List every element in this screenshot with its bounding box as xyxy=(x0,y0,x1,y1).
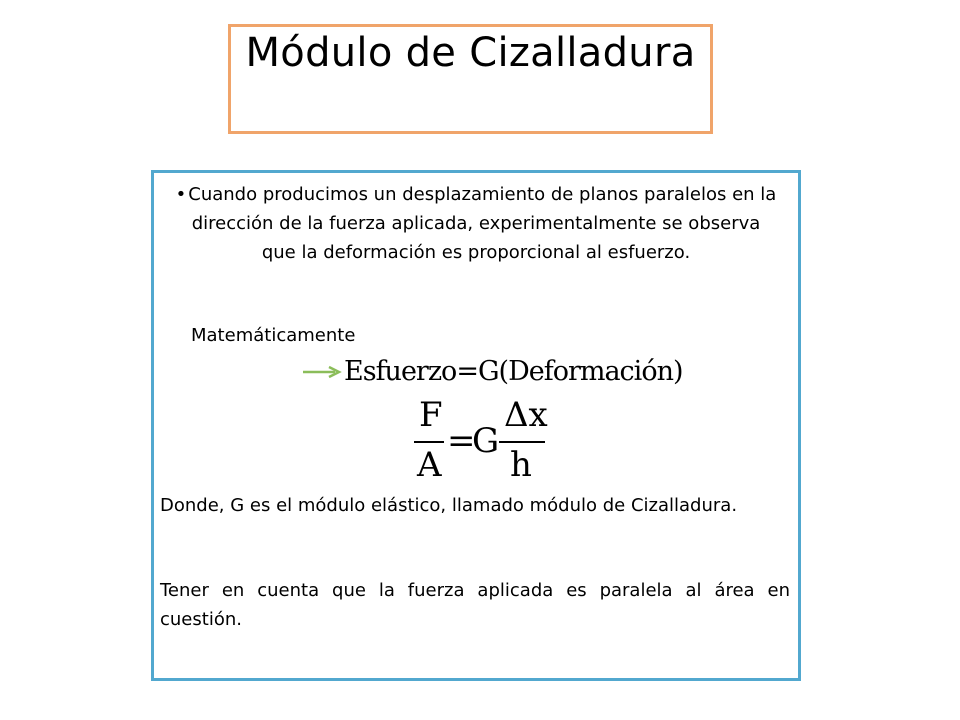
eq2-coef: G xyxy=(472,421,500,461)
slide-title: Módulo de Cizalladura xyxy=(245,30,696,76)
eq1-coef: G xyxy=(477,356,499,387)
eq2-den-left: A xyxy=(417,445,442,485)
eq1-open-paren: ( xyxy=(498,356,509,387)
paragraph-definition: Donde, G es el módulo elástico, llamado módulo de Cizalladura. xyxy=(160,495,738,516)
eq1-equals: = xyxy=(456,356,478,387)
eq2-num-right: Δx xyxy=(504,395,548,435)
bullet-text: Cuando producimos un desplazamiento de planos paralelos en la dirección de la fuerza aplicada, experimentalmente se observa que la deformación es proporcional al esfuerzo. xyxy=(188,184,777,263)
equation-word-form xyxy=(344,354,683,390)
eq2-fraction-bar-right xyxy=(499,441,545,443)
equation-fraction-form xyxy=(409,396,549,486)
title-box xyxy=(228,24,713,134)
paragraph-note: Tener en cuenta que la fuerza aplicada es paralela al área en cuestión. xyxy=(160,580,790,630)
eq2-fraction-bar-left xyxy=(414,441,444,443)
content-box xyxy=(151,170,801,681)
eq1-rhs: Deformación xyxy=(508,356,673,387)
math-label: Matemáticamente xyxy=(191,325,356,346)
eq2-equals: = xyxy=(447,421,476,461)
bullet-paragraph xyxy=(174,180,778,267)
eq2-num-left: F xyxy=(419,395,443,435)
eq1-lhs: Esfuerzo xyxy=(344,356,457,387)
bullet-marker: • xyxy=(175,184,187,205)
arrow-right-icon xyxy=(302,366,342,378)
eq1-close-paren: ) xyxy=(672,356,683,387)
eq2-den-right: h xyxy=(510,445,532,485)
